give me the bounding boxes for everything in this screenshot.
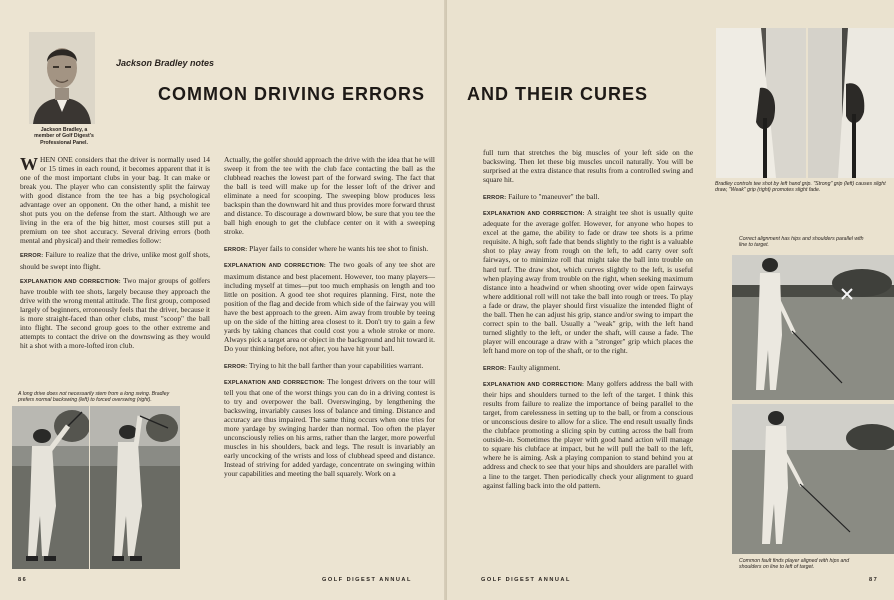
error-3 (224, 361, 435, 372)
error-label: ERROR: (483, 195, 507, 202)
error-label: ERROR: (483, 365, 507, 372)
error-2 (224, 244, 435, 255)
byline: Jackson Bradley notes (116, 58, 215, 68)
error-text: Failure to "maneuver" the ball. (508, 192, 600, 202)
intro-text: HEN ONE considers that the driver is normally used 14 or 15 times in each round, it becomes apparent that it is one of the most important clubs in your bag. It can make or break you. The player who can consistently split the fairway with good distance from the tee has a big psychological advantage over an opponent. On the other hand, a mishit tee shot puts you on the defense from the start. Although we are living in the era of the big hitter, most courses still put a premium on tee shot accuracy. Several driving errors (both mental and physical) and their remedies follow: (20, 155, 210, 246)
explanation-5 (483, 379, 693, 490)
continuation-paragraph: full turn that stretches the big muscles of your left side on the backswing. Then let these big muscles uncoil naturally. You will be surprised at the extra distance that results from a controlled swing and square hit. (483, 148, 693, 185)
error-text: Faulty alignment. (508, 362, 561, 372)
explanation-1 (20, 276, 210, 350)
grip-photo-strong (716, 28, 806, 178)
correct-alignment-caption: Correct alignment has hips and shoulders parallel with line to target. (739, 236, 864, 249)
swing-photo-overswing (90, 406, 180, 569)
common-fault-caption: Common fault finds player aligned with hips and shoulders on line to left of target. (739, 558, 850, 571)
portrait-caption: Jackson Bradley, a member of Golf Digest's Professional Panel. (34, 127, 94, 146)
explanation-text: The longest drivers on the tour will tell you that one of the worst things you can do in a driving contest is to try and overpower the ball. Overswinging, by lengthening the backswing, invariably causes loss of balance and timing. Distance and accuracy are thus impaired. The same thing occurs when one tries for more yardage by swinging harder than normal. Too often the player unconsciously relies on his arms, rather than the larger, more powerful muscles in his shoulders, back and legs. The result is invariably an early uncocking of the wrists and loss of clubhead speed and distance. Instead of striving for added yardage, concentrate on swinging within your capabilities and meeting the ball squarely. Work on a (224, 376, 436, 479)
folio-title-right: GOLF DIGEST ANNUAL (481, 577, 571, 583)
left-column-1 (20, 155, 210, 355)
folio-title-left: GOLF DIGEST ANNUAL (322, 577, 412, 583)
alignment-photo-fault (732, 404, 894, 554)
error-text: Failure to realize that the drive, unlike most golf shots, should be swept into flight. (20, 250, 210, 271)
error-text: Player fails to consider where he wants his tee shot to finish. (249, 244, 429, 254)
explanation-text: A straight tee shot is usually quite adequate for the average golfer. However, for anyone who hopes to excel at the game, the ability to fade or draw tee shots is a prime requisite. A high, soft fade that bends slightly to the right is a valuable shot to play away from rough on the left, to add carry over soft fairways, or to minimize roll that might take the ball into trouble on hard turf. The draw shot, which curves slightly to the left, is useful when playing away from trouble on the right, when seeking maximum distance into a headwind or when shooting over wide open fairways where additional roll will not take the ball into rough or trees. To play a fade or draw, the player should first visualize the intended flight of the ball. Then he can adjust his grip, stance and/or swing to impart the correct spin to the ball. Usually a "weak" grip, with the left hand turned slightly to the left, or under the shaft, will cause a fade. The player will encourage a draw with a "stronger" grip which places the left hand more on top of the shaft, or to the right. (483, 208, 693, 355)
explanation-label: EXPLANATION AND CORRECTION: (483, 211, 585, 218)
right-page (447, 0, 894, 600)
folio-number-right: 87 (869, 577, 879, 583)
explanation-label: EXPLANATION AND CORRECTION: (483, 382, 585, 389)
error-1 (20, 250, 210, 270)
swing-photo-normal (12, 406, 89, 569)
grip-photo-weak (808, 28, 894, 178)
folio-number-left: 86 (18, 577, 28, 583)
continuation-paragraph: Actually, the golfer should approach the drive with the idea that he will sweep it from the tee with the club face contacting the ball as the clubhead reaches the lowest part of the forward swing. The fact that the ball is teed will make up for the lesser loft of the driver and eliminate a need for scooping. The sweeping blow produces less backspin than the downward hit and thus provides more forward thrust and distance. To discourage a downward blow, be sure that you tee the ball high enough to get the clubface center on it with a sweeping stroke. (224, 155, 435, 237)
title-right: AND THEIR CURES (467, 84, 649, 104)
drop-cap: W (20, 154, 38, 174)
explanation-label: EXPLANATION AND CORRECTION: (224, 379, 325, 386)
alignment-photo-correct (732, 255, 894, 400)
grip-caption: Bradley controls tee shot by left hand grip. "Strong" grip (left) causes slight draw, "Weak" grip (right) promotes slight fade. (715, 181, 886, 194)
error-label: ERROR: (20, 253, 44, 260)
error-label: ERROR: (224, 363, 248, 370)
explanation-text: Two major groups of golfers have trouble with tee shots, largely because they approach the drive with the wrong mental attitude. The first group, composed largely of beginners, erroneously feels that the driver, because it is more straight-faced than other clubs, must "scoop" the ball into flight. The second group goes to the other extreme and attempts to contact the drive on the downswing as they would hit a shot with a more-lofted iron club. (20, 275, 210, 350)
error-label: ERROR: (224, 247, 248, 254)
swing-photo-caption: A long drive does not necessarily stem from a long swing. Bradley prefers normal backswing (left) to forced overswing (right). (18, 391, 170, 404)
explanation-text: The two goals of any tee shot are maximum distance and best placement. However, too many players—including myself at times—put too much emphasis on length and too little on position. A good tee shot requires planning. First, note the position of the flag and decide from which side of the fairway you will have the best approach to the green. Aim away from trouble by teeing up on the side of the hitting area closest to it. Don't try to gain a few yards by taking chances that could cost you a whole stroke or more. Always pick a target area or object in the background and hit toward it. Do your thinking before, not after, you have hit your ball. (224, 260, 435, 353)
explanation-3 (224, 377, 435, 479)
explanation-text: Many golfers address the ball with their hips and shoulders turned to the left of the target. I think this results from failure to realize the importance of being parallel to the target, from carelessness in setting up to the ball, or from a conscious or unconscious desire to allow for a slice. The end result usually finds the clubface promoting a slicing spin by cutting across the ball from outside-in. Sometimes the player with good hand action will manage to square his clubface at impact, but he will pull the ball to the left, where he is aiming. Ask a playing companion to stand behind you at address and check to see that your hips and shoulders are parallel with a line to the target. Then periodically check your alignment to guard against falling back into the old pattern. (483, 379, 694, 490)
explanation-label: EXPLANATION AND CORRECTION: (20, 278, 121, 285)
intro-paragraph (20, 155, 210, 245)
explanation-label: EXPLANATION AND CORRECTION: (224, 263, 326, 270)
error-4 (483, 192, 693, 203)
explanation-2 (224, 260, 435, 352)
left-column-2 (224, 155, 435, 484)
explanation-4 (483, 208, 693, 355)
title-left: COMMON DRIVING ERRORS (158, 84, 426, 104)
portrait-photo (29, 32, 95, 124)
error-5 (483, 363, 693, 374)
right-column (483, 148, 693, 495)
error-text: Trying to hit the ball farther than your capabilities warrant. (248, 360, 424, 370)
